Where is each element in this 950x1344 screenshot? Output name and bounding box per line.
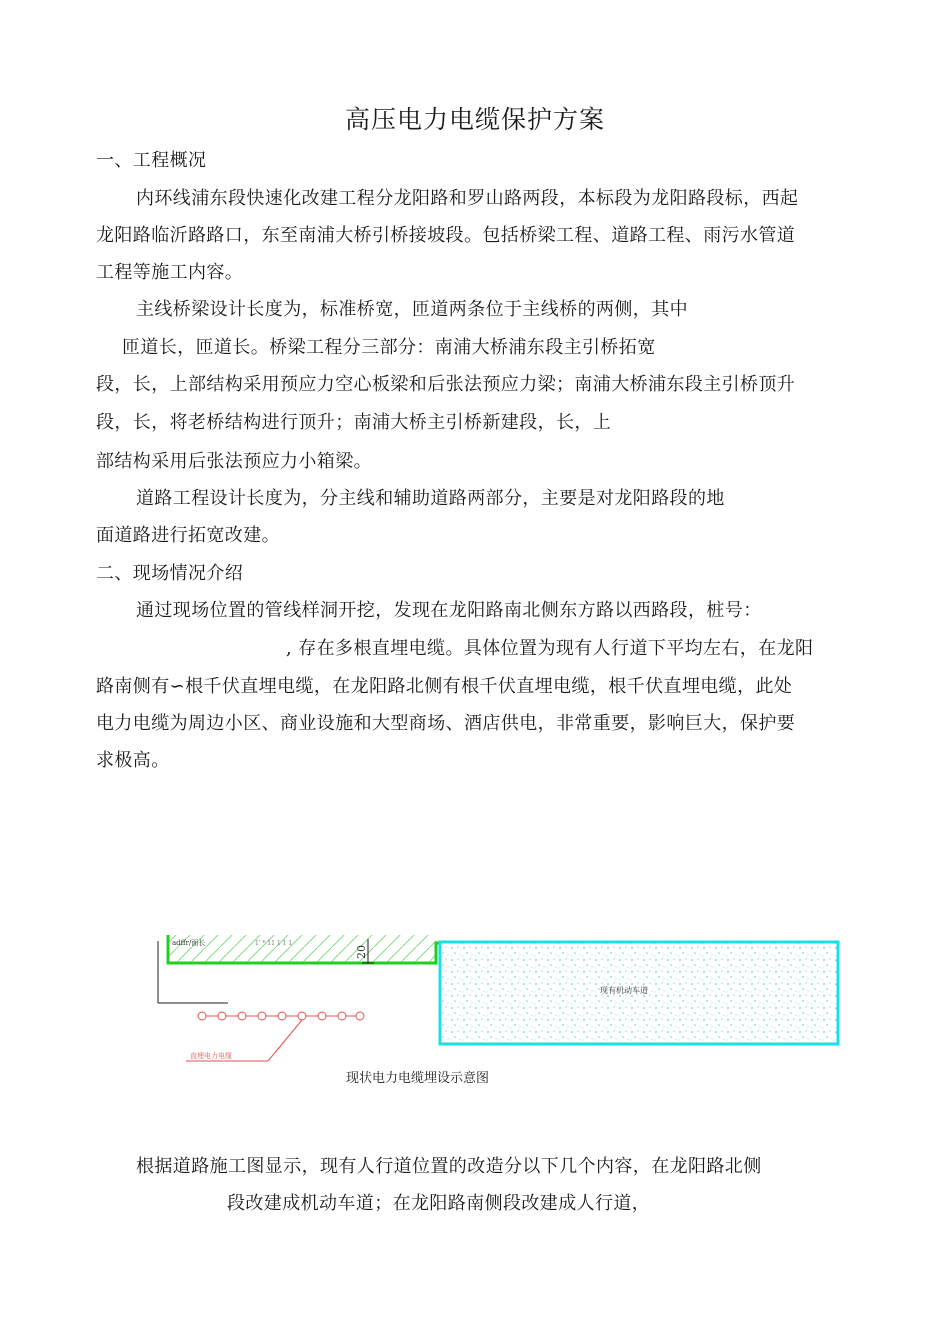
page-title: 高压电力电缆保护方案 — [344, 105, 605, 134]
paragraph-line: 电力电缆为周边小区、商业设施和大型商场、酒店供电，非常重要，影响巨大，保护要 — [96, 713, 796, 734]
cable-layout-diagram — [150, 933, 840, 1073]
figure-caption: 现状电力电缆埋设示意图 — [346, 1071, 490, 1086]
cable-label: 直埋电力电缆 — [190, 1052, 232, 1060]
sidewalk-label: adffr/面长 — [172, 939, 206, 947]
paragraph-line: 段，长，上部结构采用预应力空心板梁和后张法预应力梁；南浦大桥浦东段主引桥顶升 — [96, 374, 796, 395]
section-heading-2: 二、现场情况介绍 — [96, 563, 244, 584]
roadway-block — [440, 942, 838, 1044]
paragraph-line: 段改建成机动车道；在龙阳路南侧段改建成人行道， — [227, 1193, 651, 1214]
cable-row — [186, 1012, 364, 1061]
section-heading-1: 一、工程概况 — [96, 150, 207, 171]
paragraph-line: 通过现场位置的管线样洞开挖，发现在龙阳路南北侧东方路以西路段，桩号： — [136, 600, 762, 621]
paragraph-line: 求极高。 — [96, 750, 170, 771]
paragraph-line: 道路工程设计长度为，分主线和辅助道路两部分，主要是对龙阳路段的地 — [136, 488, 725, 509]
paragraph-line: 内环线浦东段快速化改建工程分龙阳路和罗山路两段，本标段为龙阳路段标，西起 — [136, 188, 799, 209]
paragraph-line: 面道路进行拓宽改建。 — [96, 525, 280, 546]
paragraph-line: 段，长，将老桥结构进行顶升；南浦大桥主引桥新建段，长，上 — [96, 412, 612, 433]
paragraph-line: 主线桥梁设计长度为，标准桥宽，匝道两条位于主线桥的两侧，其中 — [136, 299, 688, 320]
small-label: 1' * 11 1 1 1 — [255, 940, 293, 947]
sidewalk-section — [168, 935, 440, 963]
paragraph-line: 部结构采用后张法预应力小箱梁。 — [96, 451, 372, 472]
dimension-label: 20 — [355, 945, 368, 959]
paragraph-line: 龙阳路临沂路路口，东至南浦大桥引桥接坡段。包括桥梁工程、道路工程、雨污水管道 — [96, 225, 796, 246]
paragraph-line: 匝道长，匝道长。桥梁工程分三部分：南浦大桥浦东段主引桥拓宽 — [122, 337, 656, 358]
paragraph-line: 路南侧有∽根千伏直埋电缆，在龙阳路北侧有根千伏直埋电缆，根千伏直埋电缆，此处 — [96, 676, 793, 697]
paragraph-line: 根据道路施工图显示，现有人行道位置的改造分以下几个内容，在龙阳路北侧 — [136, 1156, 762, 1177]
paragraph-line: , 存在多根直埋电缆。具体位置为现有人行道下平均左右，在龙阳 — [286, 638, 814, 659]
roadway-label: 现有机动车道 — [600, 986, 648, 995]
paragraph-line: 工程等施工内容。 — [96, 262, 244, 283]
